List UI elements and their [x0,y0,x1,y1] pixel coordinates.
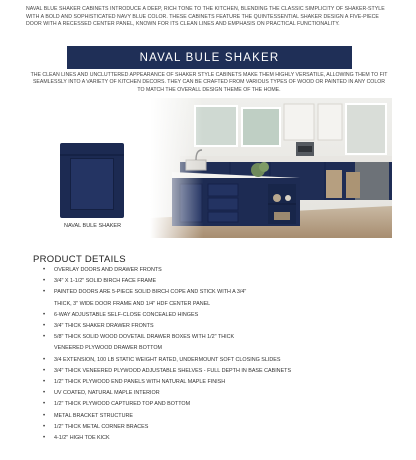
door-center-panel [70,158,114,210]
page-title: NAVAL BULE SHAKER [139,51,280,64]
list-item: • 1/2" THICK PLYWOOD CAPTURED TOP AND BOTTOM [40,399,291,410]
door-rail [60,154,124,156]
list-item: • 1/2" THICK METAL CORNER BRACES [40,422,291,433]
list-item-continuation: THICK, 3" WIDE DOOR FRAME AND 1/4" HDF CENTER PANEL [54,300,211,307]
door-sample-image [60,143,124,218]
product-details-list [40,265,291,444]
list-item: • 4-1/2" HIGH TOE KICK [40,433,291,444]
list-item: • 6-WAY ADJUSTABLE SELF-CLOSE CONCEALED HINGES [40,310,291,321]
product-details-heading: PRODUCT DETAILS [33,254,126,265]
list-item: • 3/4" THICK SHAKER DRAWER FRONTS [40,321,291,332]
list-item: • OVERLAY DOORS AND DRAWER FRONTS [40,265,291,276]
list-item: • 5/8" THICK SOLID WOOD DOVETAIL DRAWER BOXES WITH 1/2" THICK [40,332,291,343]
list-item: • 1/2" THICK PLYWOOD END PANELS WITH NATURAL MAPLE FINISH [40,377,291,388]
list-item: • METAL BRACKET STRUCTURE [40,411,291,422]
list-item: • PAINTED DOORS ARE 5-PIECE SOLID BIRCH COPE AND STICK WITH A 3/4" [40,287,291,298]
title-banner [67,46,352,69]
list-item: • UV COATED, NATURAL MAPLE INTERIOR [40,388,291,399]
list-item: • 3/4 EXTENSION, 100 LB STATIC WEIGHT RATED, UNDERMOUNT SOFT CLOSING SLIDES [40,355,291,366]
subtitle-paragraph: THE CLEAN LINES AND UNCLUTTERED APPEARANCE OF SHAKER STYLE CABINETS MAKE THEM HIGHLY VERSATILE, ALLOWING THEM TO FIT SEAMLESSLY INTO A VARIETY OF KITCHEN DECORS. THEY CAN BE CRAFTED FROM VARIOUS TYPES OF WOOD OR PAINTED IN ANY COLOR TO MATCH THE OVERALL DESIGN THEME OF THE HOME. [30,72,388,93]
kitchen-photo [150,98,392,238]
door-label: NAVAL BULE SHAKER [64,223,122,229]
intro-paragraph: NAVAL BLUE SHAKER CABINETS INTRODUCE A DEEP, RICH TONE TO THE KITCHEN, BLENDING THE CLASSIC SIMPLICITY OF SHAKER-STYLE WITH A BOLD AND SOPHISTICATED NAVY BLUE COLOR. THESE CABINETS FEATURE THE QUINTESSENTIAL SHAKER DESIGN A FIVE-PIECE DOOR WITH A RECESSED CENTER PANEL, KNOWN FOR ITS CLEAN LINES AND EMPHASIS ON PRACTICAL FUNCTIONALITY. [26,6,385,28]
list-item-continuation: VENEERED PLYWOOD DRAWER BOTTOM [54,345,163,352]
list-item: • 3/4" THICK VENEERED PLYWOOD ADJUSTABLE SHELVES - FULL DEPTH IN BASE CABINETS [40,366,291,377]
list-item: • 3/4" X 1-1/2" SOLID BIRCH FACE FRAME [40,276,291,287]
